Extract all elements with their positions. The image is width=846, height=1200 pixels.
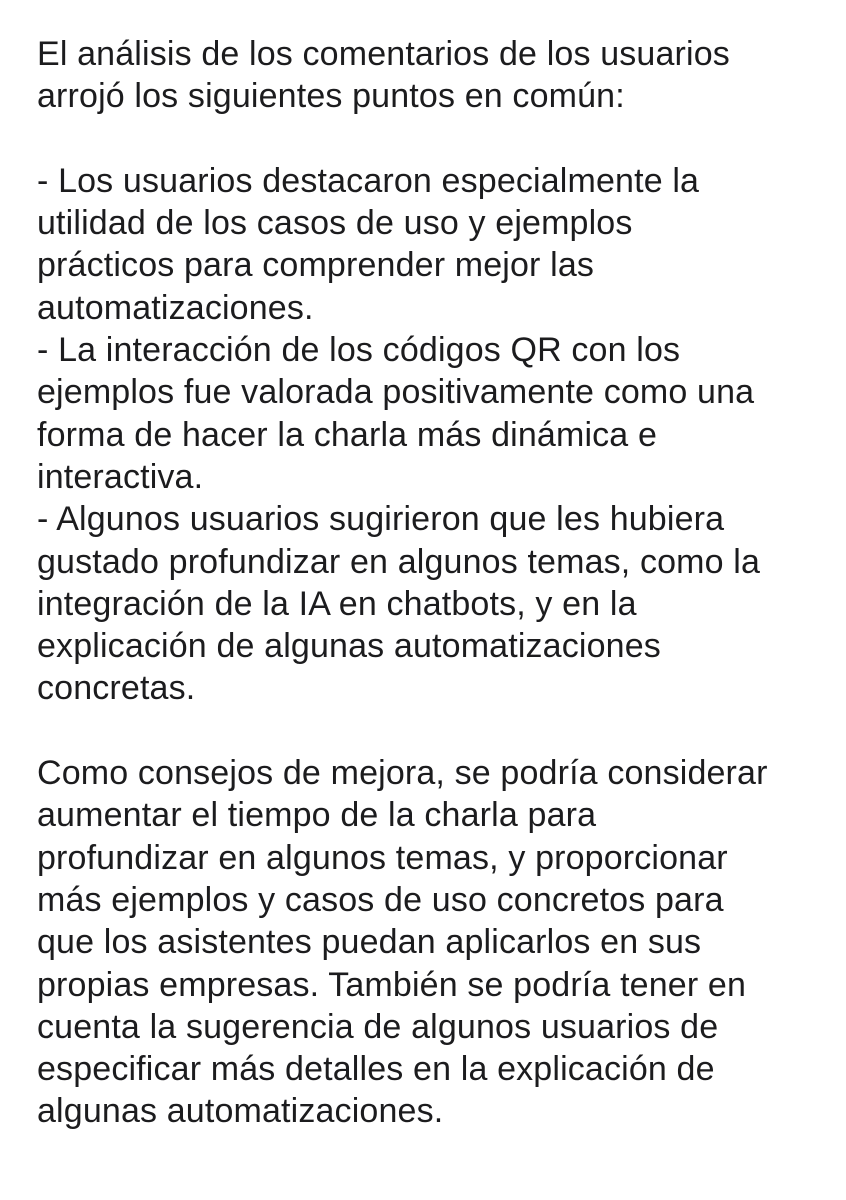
text-line: integración de la IA en chatbots, y en la — [37, 584, 637, 623]
bullet-item-2 — [37, 329, 837, 498]
text-line: - Algunos usuarios sugirieron que les hubiera — [37, 500, 725, 539]
text-line: explicación de algunas automatizaciones — [37, 627, 661, 666]
text-line: aumentar el tiempo de la charla para — [37, 796, 597, 835]
text-line: utilidad de los casos de uso y ejemplos — [37, 204, 633, 243]
text-line: forma de hacer la charla más dinámica e — [37, 415, 658, 454]
intro-paragraph — [37, 33, 837, 118]
bullet-item-3 — [37, 498, 837, 709]
text-line: propias empresas. También se podría tener en — [37, 965, 747, 1004]
text-line: - La interacción de los códigos QR con los — [37, 331, 681, 370]
text-line: - Los usuarios destacaron especialmente la — [37, 161, 700, 200]
text-line: especificar más detalles en la explicación de — [37, 1050, 715, 1089]
text-line: algunas automatizaciones. — [37, 1092, 444, 1131]
text-line: automatizaciones. — [37, 288, 314, 327]
text-line: más ejemplos y casos de uso concretos para — [37, 880, 724, 919]
note-body[interactable] — [37, 33, 837, 1133]
advice-paragraph — [37, 752, 837, 1133]
text-line: Como consejos de mejora, se podría considerar — [37, 754, 768, 793]
blank-line — [37, 710, 837, 752]
text-line: ejemplos fue valorada positivamente como una — [37, 373, 755, 412]
text-line: arrojó los siguientes puntos en común: — [37, 77, 625, 116]
text-line: El análisis de los comentarios de los usuarios — [37, 35, 730, 73]
text-line: que los asistentes puedan aplicarlos en sus — [37, 923, 702, 962]
bullet-list — [37, 160, 837, 710]
text-line: concretas. — [37, 669, 196, 708]
text-line: prácticos para comprender mejor las — [37, 246, 595, 285]
text-line: interactiva. — [37, 457, 204, 496]
blank-line — [37, 118, 837, 160]
text-line: cuenta la sugerencia de algunos usuarios de — [37, 1007, 719, 1046]
text-line: profundizar en algunos temas, y proporcionar — [37, 838, 728, 877]
bullet-item-1 — [37, 160, 837, 329]
text-line: gustado profundizar en algunos temas, como la — [37, 542, 761, 581]
